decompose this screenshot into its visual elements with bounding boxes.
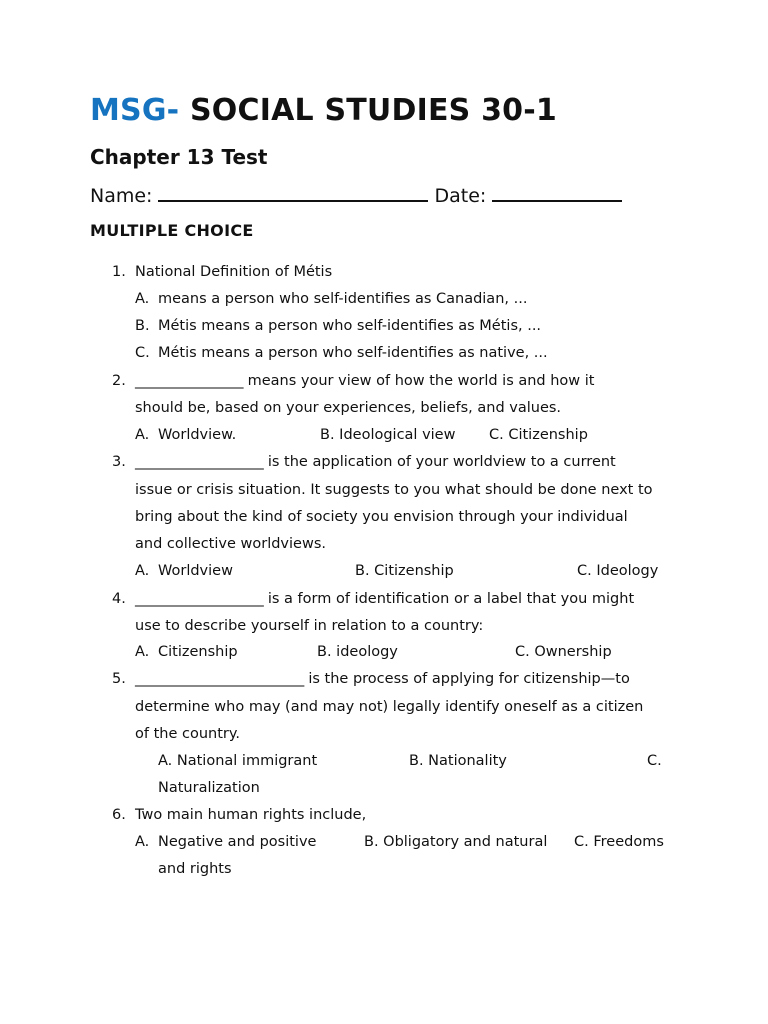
question-number: 2.: [112, 373, 126, 389]
question-number: 6.: [112, 807, 126, 823]
date-blank[interactable]: [492, 182, 622, 202]
date-label: Date:: [434, 185, 487, 207]
option-text[interactable]: B. Ideological view: [320, 427, 456, 443]
question-text: ___________________ is a form of identification or a label that you might: [135, 591, 635, 607]
option-letter: A.: [135, 563, 150, 579]
option-text[interactable]: Métis means a person who self-identifies as Métis, ...: [158, 318, 542, 334]
question-text: National Definition of Métis: [135, 264, 333, 280]
option-text[interactable]: B. ideology: [317, 644, 398, 660]
answer-blank[interactable]: ________________: [135, 373, 243, 389]
question-text: use to describe yourself in relation to a country:: [135, 618, 484, 634]
option-text[interactable]: C. Ideology: [577, 563, 659, 579]
option-text[interactable]: C. Freedoms: [574, 834, 664, 850]
option-text[interactable]: Worldview.: [158, 427, 237, 443]
name-date-line: [90, 182, 622, 209]
answer-blank[interactable]: _________________________: [135, 671, 304, 687]
option-text[interactable]: B. Obligatory and natural: [364, 834, 548, 850]
option-letter: A.: [135, 834, 150, 850]
question-number: 3.: [112, 454, 126, 470]
question-text: of the country.: [135, 726, 240, 742]
question-text: ________________ means your view of how the world is and how it: [135, 373, 595, 389]
section-heading: MULTIPLE CHOICE: [90, 221, 254, 240]
option-text[interactable]: C.: [647, 753, 662, 769]
option-letter: A.: [135, 291, 150, 307]
question-number: 4.: [112, 591, 126, 607]
name-label: Name:: [90, 185, 153, 207]
question-text: should be, based on your experiences, beliefs, and values.: [135, 400, 562, 416]
option-letter: A.: [135, 644, 150, 660]
option-text[interactable]: Worldview: [158, 563, 233, 579]
course-title: SOCIAL STUDIES 30-1: [190, 93, 557, 128]
question-text: issue or crisis situation. It suggests to you what should be done next to: [135, 482, 653, 498]
option-text[interactable]: means a person who self-identifies as Canadian, ...: [158, 291, 528, 307]
page-title: [90, 92, 557, 130]
answer-blank[interactable]: ___________________: [135, 454, 264, 470]
test-subtitle: Chapter 13 Test: [90, 145, 268, 169]
brand-prefix: MSG-: [90, 93, 180, 128]
question-text: ___________________ is the application of your worldview to a current: [135, 454, 616, 470]
option-text[interactable]: Métis means a person who self-identifies as native, ...: [158, 345, 548, 361]
option-text[interactable]: Negative and positive: [158, 834, 317, 850]
option-text[interactable]: B. Citizenship: [355, 563, 454, 579]
option-letter: C.: [135, 345, 150, 361]
option-text[interactable]: C. Citizenship: [489, 427, 588, 443]
option-text[interactable]: C. Ownership: [515, 644, 612, 660]
option-text[interactable]: and rights: [158, 861, 232, 877]
option-text[interactable]: Naturalization: [158, 780, 260, 796]
question-number: 1.: [112, 264, 126, 280]
question-text: bring about the kind of society you envision through your individual: [135, 509, 628, 525]
option-letter: B.: [135, 318, 150, 334]
name-blank[interactable]: [158, 182, 428, 202]
question-text: Two main human rights include,: [135, 807, 367, 823]
question-number: 5.: [112, 671, 126, 687]
option-text[interactable]: B. Nationality: [409, 753, 507, 769]
option-text[interactable]: A. National immigrant: [158, 753, 318, 769]
answer-blank[interactable]: ___________________: [135, 591, 264, 607]
question-text: determine who may (and may not) legally identify oneself as a citizen: [135, 699, 644, 715]
option-text[interactable]: Citizenship: [158, 644, 238, 660]
question-text: _________________________ is the process of applying for citizenship—to: [135, 671, 630, 687]
question-text: and collective worldviews.: [135, 536, 326, 552]
option-letter: A.: [135, 427, 150, 443]
